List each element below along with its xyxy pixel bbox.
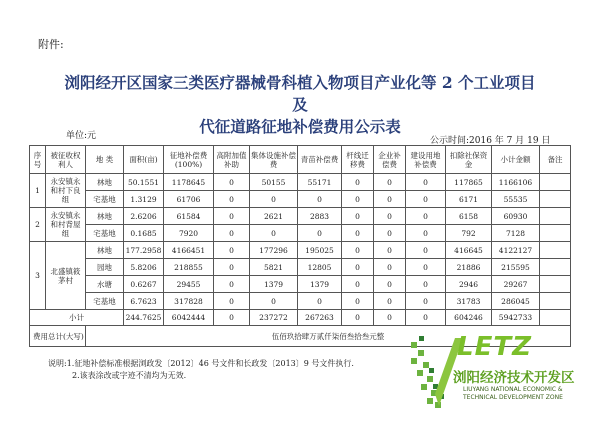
value-cell: 2.6206 xyxy=(124,208,164,225)
table-row xyxy=(30,276,571,293)
value-cell xyxy=(540,242,571,259)
header-cell: 企业补偿费 xyxy=(374,146,406,174)
value-cell: 55535 xyxy=(492,191,540,208)
value-cell: 215595 xyxy=(492,259,540,276)
header-cell: 征地补偿费(100%) xyxy=(164,146,214,174)
notes xyxy=(48,358,354,382)
value-cell: 0 xyxy=(250,225,298,242)
logo-name-en xyxy=(463,386,563,402)
value-cell: 0 xyxy=(406,225,446,242)
compensation-table xyxy=(29,145,571,347)
value-cell xyxy=(540,191,571,208)
value-cell: 0 xyxy=(342,191,374,208)
header-cell: 被征收权利人 xyxy=(46,146,86,174)
header-cell: 备注 xyxy=(540,146,571,174)
value-cell: 0 xyxy=(250,191,298,208)
owner-cell: 永安镇永和村下良组 xyxy=(46,174,86,208)
value-cell: 117865 xyxy=(446,174,492,191)
value-cell: 2946 xyxy=(446,276,492,293)
subtotal-cell: 0 xyxy=(406,310,446,326)
value-cell: 0 xyxy=(214,276,250,293)
subtotal-cell: 6042444 xyxy=(164,310,214,326)
value-cell: 0 xyxy=(406,174,446,191)
total-value: 伍佰玖拾肆万贰仟柒佰叁拾叁元整 xyxy=(86,326,571,347)
value-cell xyxy=(540,208,571,225)
subtotal-cell: 0 xyxy=(342,310,374,326)
value-cell: 60930 xyxy=(492,208,540,225)
value-cell xyxy=(540,276,571,293)
value-cell: 0 xyxy=(214,191,250,208)
subtotal-cell xyxy=(540,310,571,326)
value-cell: 29455 xyxy=(164,276,214,293)
value-cell: 0 xyxy=(342,259,374,276)
header-cell: 集体设施补偿费 xyxy=(250,146,298,174)
header-cell: 小计金额 xyxy=(492,146,540,174)
value-cell: 0 xyxy=(406,293,446,310)
table-row xyxy=(30,259,571,276)
value-cell: 0 xyxy=(298,191,342,208)
value-cell: 0 xyxy=(214,293,250,310)
value-cell: 0 xyxy=(374,259,406,276)
value-cell: 21886 xyxy=(446,259,492,276)
value-cell: 31783 xyxy=(446,293,492,310)
subtotal-cell: 244.7625 xyxy=(124,310,164,326)
value-cell: 177.2958 xyxy=(124,242,164,259)
value-cell: 5.8206 xyxy=(124,259,164,276)
value-cell: 0.1685 xyxy=(124,225,164,242)
subtotal-cell: 267263 xyxy=(298,310,342,326)
value-cell: 0 xyxy=(342,225,374,242)
value-cell: 7128 xyxy=(492,225,540,242)
land-type-cell: 林地 xyxy=(86,174,124,191)
subtotal-cell: 0 xyxy=(374,310,406,326)
header-cell: 面积(亩) xyxy=(124,146,164,174)
value-cell: 0 xyxy=(374,191,406,208)
subtotal-row xyxy=(30,310,571,326)
value-cell: 0 xyxy=(298,293,342,310)
land-type-cell: 园地 xyxy=(86,259,124,276)
table-row xyxy=(30,293,571,310)
land-type-cell: 水塘 xyxy=(86,276,124,293)
value-cell: 0 xyxy=(406,208,446,225)
logo-mark-text: LETZ xyxy=(457,332,532,362)
value-cell: 0 xyxy=(374,242,406,259)
value-cell xyxy=(540,225,571,242)
logo-name-cn: 浏阳经济技术开发区 xyxy=(453,370,575,386)
value-cell: 0 xyxy=(374,293,406,310)
land-type-cell: 林地 xyxy=(86,208,124,225)
value-cell: 61706 xyxy=(164,191,214,208)
page-title xyxy=(60,72,540,138)
table-header-row xyxy=(30,146,571,174)
table-row xyxy=(30,242,571,259)
value-cell: 0 xyxy=(342,242,374,259)
value-cell: 4122127 xyxy=(492,242,540,259)
row-number-cell: 3 xyxy=(30,242,46,310)
header-cell: 杆线迁移费 xyxy=(342,146,374,174)
subtotal-cell: 5942733 xyxy=(492,310,540,326)
header-cell: 建设用地补偿费 xyxy=(406,146,446,174)
value-cell: 0 xyxy=(214,225,250,242)
note-line: 说明:1.征地补偿标准根据浏政发〔2012〕46 号文件和长政发〔2013〕9 号文件执行. xyxy=(48,359,354,368)
value-cell: 2621 xyxy=(250,208,298,225)
value-cell: 0 xyxy=(214,208,250,225)
land-type-cell: 宅基地 xyxy=(86,225,124,242)
value-cell: 177296 xyxy=(250,242,298,259)
value-cell: 5821 xyxy=(250,259,298,276)
value-cell: 0 xyxy=(374,276,406,293)
subtotal-cell: 604246 xyxy=(446,310,492,326)
subtotal-cell: 237272 xyxy=(250,310,298,326)
table-row xyxy=(30,208,571,225)
logo-name-en-line: TECHNICAL DEVELOPMENT ZONE xyxy=(463,394,563,401)
value-cell: 0 xyxy=(342,208,374,225)
value-cell: 0 xyxy=(214,174,250,191)
value-cell xyxy=(540,174,571,191)
value-cell: 195025 xyxy=(298,242,342,259)
value-cell xyxy=(540,293,571,310)
publish-time: 公示时间:2016 年 7 月 19 日 xyxy=(430,136,551,146)
value-cell: 55171 xyxy=(298,174,342,191)
title-line-1: 浏阳经开区国家三类医疗器械骨科植入物项目产业化等 2 个工业项目及 xyxy=(64,73,536,114)
value-cell: 317828 xyxy=(164,293,214,310)
value-cell: 0 xyxy=(374,208,406,225)
value-cell: 6.7623 xyxy=(124,293,164,310)
header-cell: 高附加值补助 xyxy=(214,146,250,174)
value-cell: 1.3129 xyxy=(124,191,164,208)
value-cell: 0 xyxy=(214,242,250,259)
value-cell: 1379 xyxy=(298,276,342,293)
value-cell: 1379 xyxy=(250,276,298,293)
value-cell: 0 xyxy=(406,191,446,208)
total-label: 费用总计(大写) xyxy=(30,326,86,347)
table-row xyxy=(30,191,571,208)
value-cell: 0 xyxy=(342,174,374,191)
land-type-cell: 林地 xyxy=(86,242,124,259)
value-cell: 0 xyxy=(214,259,250,276)
value-cell: 12805 xyxy=(298,259,342,276)
value-cell: 2883 xyxy=(298,208,342,225)
value-cell: 1178645 xyxy=(164,174,214,191)
value-cell: 0 xyxy=(342,293,374,310)
value-cell: 0 xyxy=(374,174,406,191)
value-cell: 0 xyxy=(250,293,298,310)
value-cell xyxy=(540,259,571,276)
value-cell: 4166451 xyxy=(164,242,214,259)
value-cell: 792 xyxy=(446,225,492,242)
land-type-cell: 宅基地 xyxy=(86,293,124,310)
subtotal-label: 小计 xyxy=(30,310,124,326)
value-cell: 286045 xyxy=(492,293,540,310)
value-cell: 0 xyxy=(298,225,342,242)
value-cell: 61584 xyxy=(164,208,214,225)
note-line: 2.该表涂改或字迹不清均为无效. xyxy=(72,371,187,380)
header-cell: 青苗补偿费 xyxy=(298,146,342,174)
value-cell: 0.6267 xyxy=(124,276,164,293)
header-cell: 地 类 xyxy=(86,146,124,174)
value-cell: 0 xyxy=(406,259,446,276)
value-cell: 29267 xyxy=(492,276,540,293)
header-cell: 扣除社保资金 xyxy=(446,146,492,174)
value-cell: 6171 xyxy=(446,191,492,208)
logo-name-en-line: LIUYANG NATIONAL ECONOMIC & xyxy=(463,386,563,393)
value-cell: 0 xyxy=(342,276,374,293)
value-cell: 0 xyxy=(374,225,406,242)
value-cell: 50.1551 xyxy=(124,174,164,191)
letz-logo xyxy=(405,328,595,420)
value-cell: 416645 xyxy=(446,242,492,259)
owner-cell: 永安镇永和村背屋组 xyxy=(46,208,86,242)
value-cell: 7920 xyxy=(164,225,214,242)
title-line-2: 代征道路征地补偿费用公示表 xyxy=(199,117,401,136)
row-number-cell: 2 xyxy=(30,208,46,242)
value-cell: 0 xyxy=(406,276,446,293)
table-row xyxy=(30,174,571,191)
value-cell: 1166106 xyxy=(492,174,540,191)
owner-cell: 北盛镇筱茅村 xyxy=(46,242,86,310)
value-cell: 0 xyxy=(406,242,446,259)
unit-label: 单位:元 xyxy=(66,131,97,141)
row-number-cell: 1 xyxy=(30,174,46,208)
value-cell: 218855 xyxy=(164,259,214,276)
table-row xyxy=(30,225,571,242)
header-cell: 序号 xyxy=(30,146,46,174)
value-cell: 50155 xyxy=(250,174,298,191)
land-type-cell: 宅基地 xyxy=(86,191,124,208)
value-cell: 6158 xyxy=(446,208,492,225)
subtotal-cell: 0 xyxy=(214,310,250,326)
attachment-label: 附件: xyxy=(38,38,64,51)
